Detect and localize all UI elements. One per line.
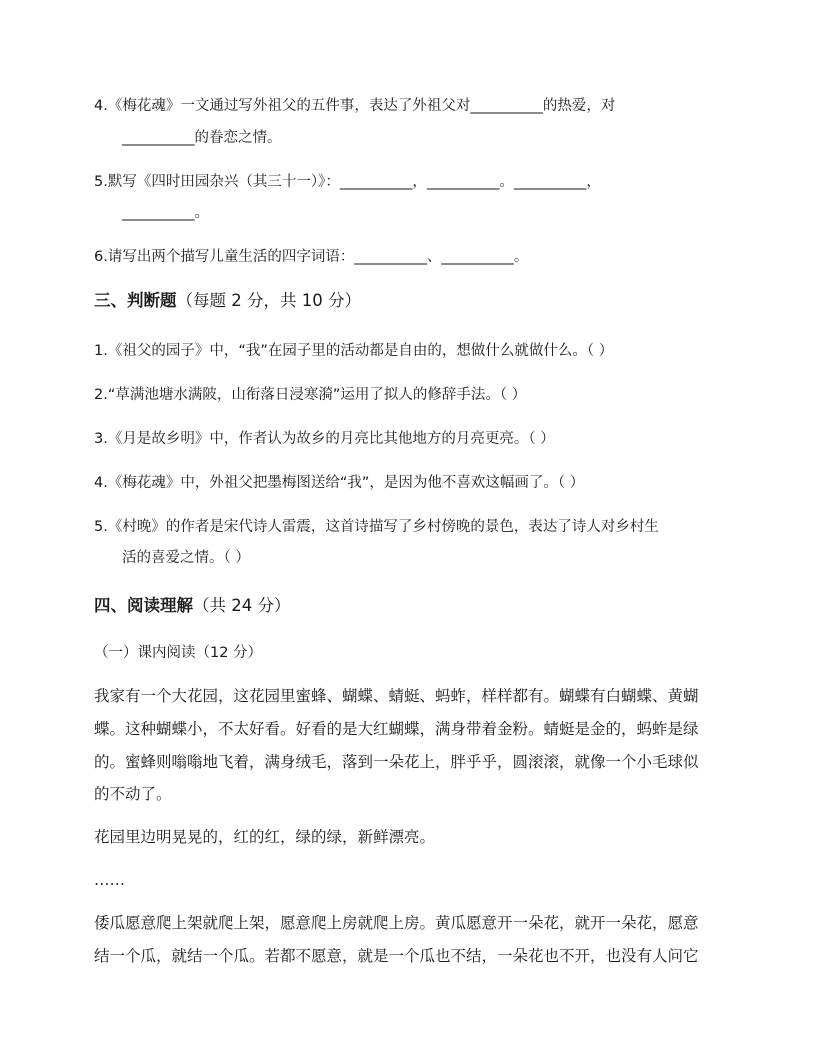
section-3-heading xyxy=(94,290,361,312)
subsection-title: （一）课内阅读（12 分） xyxy=(94,645,263,661)
section-3-title: 三、判断题 xyxy=(94,291,177,310)
section-3-score: （每题 2 分，共 10 分） xyxy=(176,291,361,310)
section-4-score: （共 24 分） xyxy=(193,596,291,615)
passage3-line-1: 倭瓜愿意爬上架就爬上架，愿意爬上房就爬上房。黄瓜愿意开一朵花，就开一朵花，愿意 xyxy=(94,914,699,932)
judge-item-2: 2.“草满池塘水满陂，山衔落日浸寒漪”运用了拟人的修辞手法。（ ） xyxy=(94,387,527,403)
question-5-line-2: __________。 xyxy=(122,205,209,221)
passage-line-1: 我家有一个大花园，这花园里蜜蜂、蝴蝶、蜻蜓、蚂蚱，样样都有。蝴蝶有白蝴蝶、黄蝴 xyxy=(94,687,699,705)
passage-line-4: 的不动了。 xyxy=(94,785,172,803)
section-4-heading xyxy=(94,595,291,617)
judge-item-3: 3.《月是故乡明》中，作者认为故乡的月亮比其他地方的月亮更亮。（ ） xyxy=(94,431,555,447)
passage-line-3: 的。蜜蜂则嗡嗡地飞着，满身绒毛，落到一朵花上，胖乎乎，圆滚滚，就像一个小毛球似 xyxy=(94,753,699,771)
question-4-line-2: __________的眷恋之情。 xyxy=(122,130,282,146)
passage-paragraph-2: 花园里边明晃晃的，红的红，绿的绿，新鲜漂亮。 xyxy=(94,828,436,846)
question-4-line-1: 4.《梅花魂》一文通过写外祖父的五件事，表达了外祖父对__________的热爱，对 xyxy=(94,98,616,114)
question-5-line-1: 5.默写《四时田园杂兴（其三十一）》：__________，__________。__________， xyxy=(94,174,601,190)
passage3-line-2: 结一个瓜，就结一个瓜。若都不愿意，就是一个瓜也不结，一朵花也不开，也没有人问它 xyxy=(94,947,699,965)
judge-item-4: 4.《梅花魂》中，外祖父把墨梅图送给“我”，是因为他不喜欢这幅画了。（ ） xyxy=(94,475,585,491)
question-6-line-1: 6.请写出两个描写儿童生活的四字词语：__________、__________。 xyxy=(94,249,529,265)
judge-item-5-line-1: 5.《村晚》的作者是宋代诗人雷震，这首诗描写了乡村傍晚的景色，表达了诗人对乡村生 xyxy=(94,519,659,535)
judge-item-5-line-2: 活的喜爱之情。（ ） xyxy=(122,550,250,566)
judge-item-1: 1.《祖父的园子》中，“我”在园子里的活动都是自由的，想做什么就做什么。（ ） xyxy=(94,343,614,359)
section-4-title: 四、阅读理解 xyxy=(94,596,193,615)
passage-line-2: 蝶。这种蝴蝶小，不太好看。好看的是大红蝴蝶，满身带着金粉。蜻蜓是金的，蚂蚱是绿 xyxy=(94,720,699,738)
passage-ellipsis: …… xyxy=(94,871,125,889)
